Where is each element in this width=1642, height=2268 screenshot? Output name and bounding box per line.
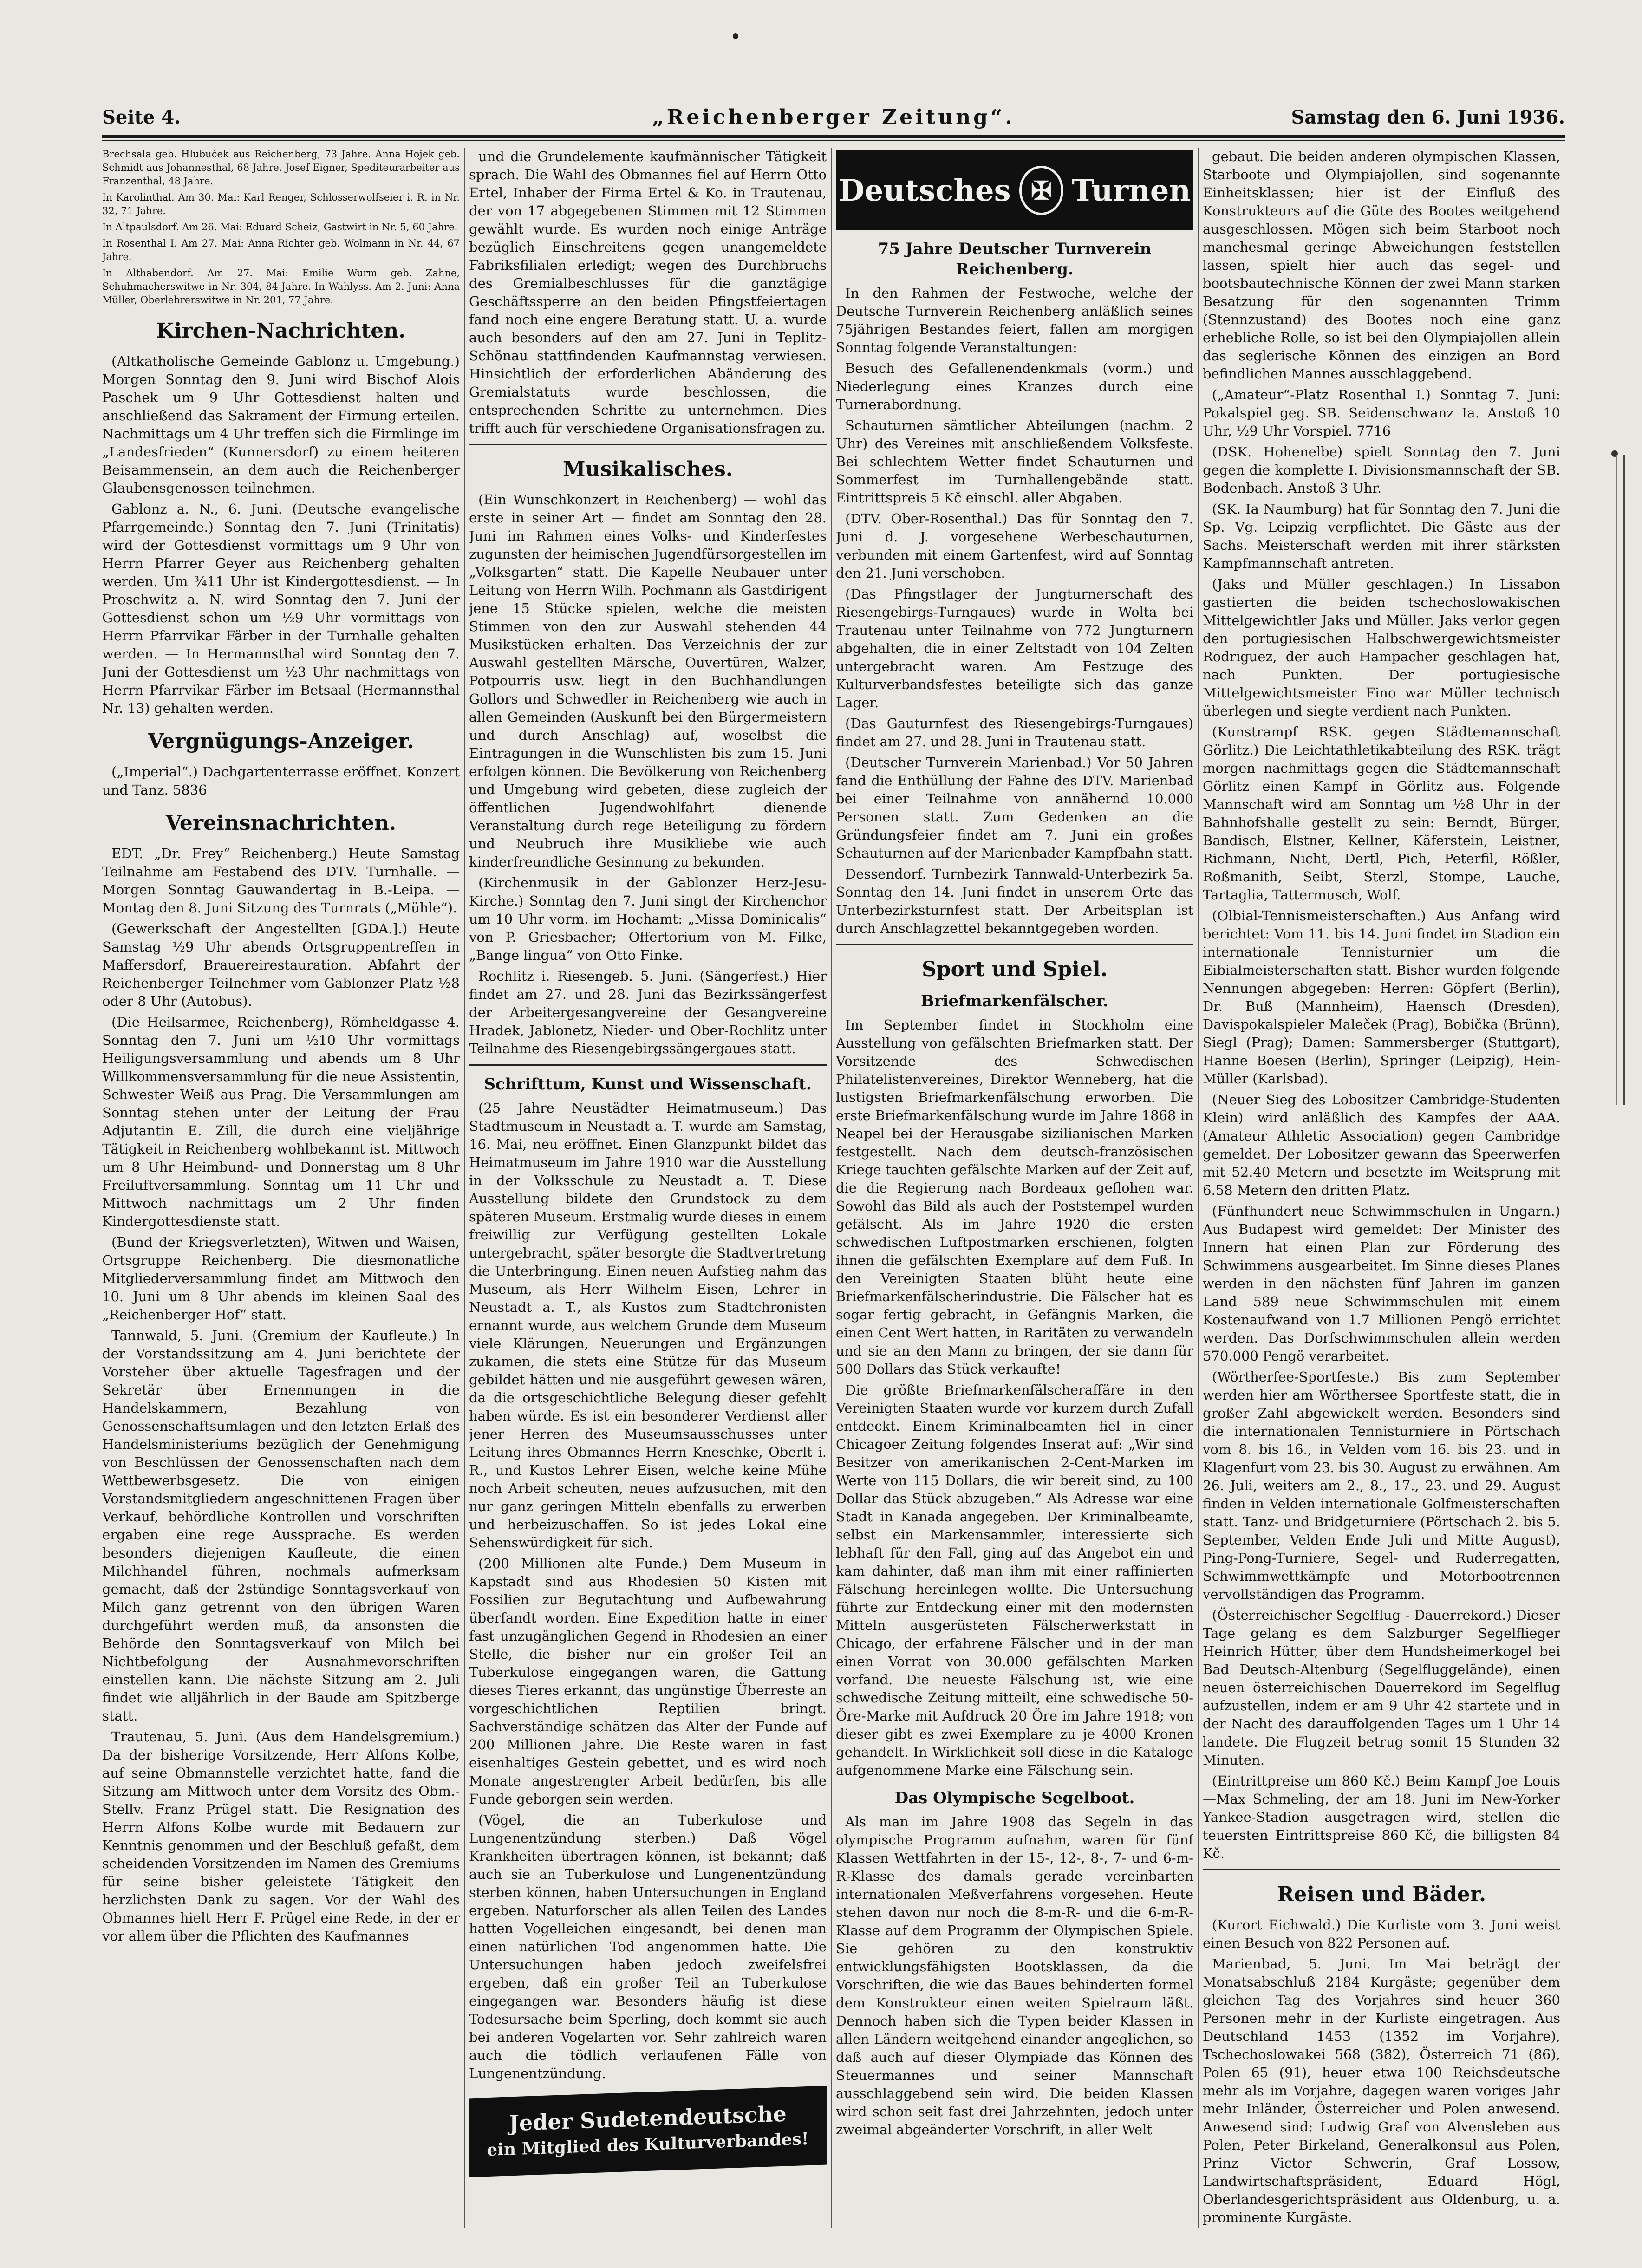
- page-number: Seite 4.: [102, 106, 181, 128]
- death-notice: In Karolinthal. Am 30. Mai: Karl Renger, Schlosserwolfseier i. R. in Nr. 32, 71 Jahre.: [102, 192, 460, 216]
- article-paragraph: (Neuer Sieg des Lobositzer Cambridge-Studenten Klein) wird anläßlich des Kampfes der AAA. (Amateur Athletic Association) gegen Cambridge gemeldet. Der Lobositzer gewann das Speerwerfen mit 52.40 Metern und besetzte im Weitsprung mit 6.58 Metern den dritten Platz.: [1203, 1092, 1560, 1198]
- article-paragraph: (Wörtherfee-Sportfeste.) Bis zum September werden hier am Wörthersee Sportfeste statt, die in großer Zahl abgewickelt werden. Besonders sind die internationalen Tennisturniere in Pörtschach vom 8. bis 16., in Velden vom 16. bis 23. und in Klagenfurt vom 23. bis 30. August zu erwähnen. Am 26. Juli, weiters am 2., 8., 17., 23. und 29. August finden in Velden internationale Golfmeisterschaften statt. Tanz- und Bridgeturniere (Pörtschach 2. bis 5. September, Velden Ende Juli und Mitte August), Ping-Pong-Turniere, Segel- und Ruderregatten, Schwimmwettkämpfe und Motorbootrennen vervollständigen das Programm.: [1203, 1369, 1560, 1602]
- section-rule: [469, 1064, 827, 1066]
- column-2: [469, 148, 827, 2228]
- article-paragraph: In den Rahmen der Festwoche, welche der Deutsche Turnverein Reichenberg anläßlich seines 75jährigen Bestandes feiert, fallen am morgigen Sonntag folgende Veranstaltungen:: [836, 285, 1193, 355]
- article-paragraph: (DSK. Hohenelbe) spielt Sonntag den 7. Juni gegen die komplette I. Divisionsmannschaft der SB. Bodenbach. Anstoß 3 Uhr.: [1203, 444, 1560, 496]
- column-4: [1203, 148, 1560, 2228]
- promo-line: ein Mitglied des Kulturverbandes!: [487, 2129, 809, 2160]
- banner-word: Deutsches: [839, 173, 1011, 208]
- article-paragraph: (Bund der Kriegsverletzten), Witwen und Waisen, Ortsgruppe Reichenberg. Die diesmonatliche Mitgliederversammlung findet am Mittwoch den 10. Juni um 8 Uhr abends im kleinen Saal des „Reichenberger Hof“ statt.: [102, 1234, 460, 1323]
- article-paragraph: (Österreichischer Segelflug - Dauerrekord.) Dieser Tage gelang es dem Salzburger Segelflieger Heinrich Hütter, über dem Hundsheimerkogel bei Bad Deutsch-Altenburg (Segelfluggelände), einen neuen österreichischen Dauerrekord im Segelflug aufzustellen, indem er am 9 Uhr 42 startete und in der Nacht des darauffolgenden Tages um 1 Uhr 14 landete. Die Flugzeit betrug somit 15 Stunden 32 Minuten.: [1203, 1607, 1560, 1768]
- column-divider: [464, 148, 465, 2228]
- section-heading-kirche: Kirchen-Nachrichten.: [156, 319, 406, 343]
- article-paragraph: (Kunstrampf RSK. gegen Städtemannschaft Görlitz.) Die Leichtathletikabteilung des RSK. trägt morgen nachmittags gegen die Städtemannschaft Görlitz einen Kampf in Görlitz aus. Folgende Mannschaft wird am Sonntag um ½8 Uhr in der Bahnhofshalle gestellt zu sein: Berndt, Bürger, Bandisch, Elstner, Kellner, Käferstein, Leistner, Richmann, Nicht, Dertl, Pich, Peterfil, Rößler, Roßmanith, Seibt, Sterzl, Stompe, Lauche, Tartaglia, Tattermusch, Wolf.: [1203, 724, 1560, 903]
- promo-line: Jeder Sudetendeutsche: [509, 2101, 787, 2136]
- section-heading-musik: Musikalisches.: [562, 457, 733, 481]
- article-paragraph: (DTV. Ober-Rosenthal.) Das für Sonntag den 7. Juni d. J. vorgesehene Werbeschauturnen, verbunden mit einem Gartenfest, wird auf Sonntag den 21. Juni verschoben.: [836, 511, 1193, 581]
- article-headline: 75 Jahre Deutscher Turnverein Reichenberg.: [878, 240, 1152, 279]
- article-paragraph: (Gewerkschaft der Angestellten [GDA.].) Heute Samstag ½9 Uhr abends Ortsgruppentreffen in Maffersdorf, Brauereirestauration. Abfahrt der Reichenberger Teilnehmer vom Gablonzer Platz ½8 oder 8 Uhr (Autobus).: [102, 921, 460, 1009]
- ink-speck: [733, 33, 738, 39]
- article-paragraph: (Das Pfingstlager der Jungturnerschaft des Riesengebirgs-Turngaues) wurde in Wolta bei Trautenau unter Teilnahme von 772 Jungturnern abgehalten, die in einer Zeltstadt von 104 Zelten untergebracht waren. Am Festzuge des Kulturverbandsfestes beteiligte sich das ganze Lager.: [836, 586, 1193, 710]
- article-paragraph: Dessendorf. Turnbezirk Tannwald-Unterbezirk 5a. Sonntag den 14. Juni findet in unserem Orte das Unterbezirksturnfest statt. Der Arbeitsplan ist durch Anschlagzettel bekanntgegeben worden.: [836, 866, 1193, 936]
- column-divider: [1198, 148, 1199, 2228]
- article-paragraph: Die größte Briefmarkenfälscheraffäre in den Vereinigten Staaten wurde vor kurzem durch Zufall entdeckt. Einem Kriminalbeamten fiel in einer Chicagoer Zeitung folgendes Inserat auf: „Wir sind Besitzer von amerikanischen 2-Cent-Marken im Werte von 115 Dollars, die wir bereit sind, zu 100 Dollar das Stück abzugeben.“ Als Adresse war eine Stadt in Kanada angegeben. Der Kriminalbeamte, selbst ein Markensammler, interessierte sich lebhaft für den Fall, ging auf das Angebot ein und kam dahinter, daß man ihm mit einer raffinierten Fälschung hereinlegen wollte. Die Untersuchung führte zur Entdeckung einer mit den modernsten Mitteln ausgerüsteten Fälscherwerkstatt in Chicago, der erfahrene Fälscher und in der man einen Vorrat von 30.000 gefälschten Marken vorfand. Die neueste Fälschung ist, wie eine schwedische Zeitung mitteilt, eine schwedische 50-Öre-Marke mit Aufdruck 20 Öre im Jahre 1918; von dieser gibt es zwei Exemplare zu je 4000 Kronen gehandelt. In Wirklichkeit soll diese in die Kataloge aufgenommene Marke eine Fälschung sein.: [836, 1382, 1193, 1778]
- article-paragraph: Gablonz a. N., 6. Juni. (Deutsche evangelische Pfarrgemeinde.) Sonntag den 7. Juni (Trinitatis) wird der Gottesdienst vormittags um 9 Uhr von Herrn Pfarrer Geyer aus Reichenberg gehalten werden. Um ¾11 Uhr ist Kindergottesdienst. — In Proschwitz a. N. wird Sonntag den 7. Juni der Gottesdienst schon um ½9 Uhr vormittags von Herrn Pfarrvikar Färber in der Turnhalle gehalten werden. — In Hermannsthal wird Sonntag den 7. Juni der Gottesdienst um ½3 Uhr nachmittags von Herrn Pfarrvikar Färber im Betsaal (Hermannsthal Nr. 13) gehalten werden.: [102, 501, 460, 716]
- article-paragraph: (Altkatholische Gemeinde Gablonz u. Umgebung.) Morgen Sonntag den 9. Juni wird Bischof Alois Paschek um 9 Uhr Gottesdienst halten und anschließend das Sakrament der Firmung erteilen. Nachmittags um 4 Uhr treffen sich die Firmlinge im „Landesfrieden“ (Kunnersdorf) zu einem heiteren Beisammensein, an dem auch die Reichenberger Glaubensgenossen teilnehmen.: [102, 353, 460, 496]
- column-3: [836, 148, 1193, 2228]
- article-paragraph: Trautenau, 5. Juni. (Aus dem Handelsgremium.) Da der bisherige Vorsitzende, Herr Alfons Kolbe, auf seine Obmannstelle verzichtet hatte, fand die Sitzung am Mittwoch unter dem Vorsitz des Obm.-Stellv. Franz Prügel statt. Die Resignation des Herrn Alfons Kolbe wurde mit Bedauern zur Kenntnis genommen und der Beschluß gefaßt, dem scheidenden Vorsitzenden im Namen des Gremiums für seine bisher geleistete Tätigkeit den herzlichsten Dank zu sagen. Vor der Wahl des Obmannes hielt Herr F. Prügel eine Rede, in der er vor allem über die Pflichten des Kaufmannes: [102, 1729, 460, 1944]
- section-heading-schrifttum: Schrifttum, Kunst und Wissenschaft.: [484, 1075, 812, 1094]
- article-paragraph: (25 Jahre Neustädter Heimatmuseum.) Das Stadtmuseum in Neustadt a. T. wurde am Samstag, 16. Mai, neu eröffnet. Einen Glanzpunkt bildet das Heimatmuseum im Jahre 1910 war die Ausstellung in der Volksschule zu Neustadt a. T. Diese Ausstellung bildete den Grundstock zu dem späteren Museum. Erstmalig wurde dieses in einem freiwillig zur Verfügung gestellten Lokale untergebracht, später besorgte die Stadtvertretung die Unterbringung. Einen neuen Aufstieg nahm das Museum, als Herr Wilhelm Eisen, Lehrer in Neustadt a. T., als Kustos zum Stadtchronisten ernannt wurde, aus welchem Grunde dem Museum viele Klärungen, Neuerungen und Ergänzungen zukamen, die stets eine Stütze für das Museum gebildet hätten und nie ausgeführt gewesen wären, da die ortsgeschichtliche Belegung dieser gefehlt haben würde. Es ist ein besonderer Verdienst aller jener Herren des Museumsausschusses unter Leitung ihres Obmannes Herrn Kneschke, Oberlt i. R., und Kustos Lehrer Eisen, welche keine Mühe noch Arbeit scheuten, neues aufzusuchen, mit den nur ganz geringen Mitteln ebenfalls zu erwerben und herbeizuschaffen. So ist jedes Lokal eine Sehenswürdigkeit für sich.: [469, 1100, 827, 1551]
- section-heading-reisen: Reisen und Bäder.: [1277, 1883, 1486, 1906]
- article-headline: Briefmarkenfälscher.: [920, 992, 1109, 1010]
- death-notice: Brechsala geb. Hlubuček aus Reichenberg, 73 Jahre. Anna Hojek geb. Schmidt aus Johannesthal, 68 Jahre. Josef Eigner, Spediteurarbeiter aus Franzenthal, 48 Jahre.: [102, 149, 460, 187]
- header-rule: [102, 135, 1565, 138]
- page-header: [102, 101, 1565, 134]
- article-paragraph: Marienbad, 5. Juni. Im Mai beträgt der Monatsabschluß 2184 Kurgäste; gegenüber dem gleichen Tag des Vorjahres sind heuer 360 Personen mehr in der Kurliste eingetragen. Aus Deutschland 1453 (1352 im Vorjahre), Tschechoslowakei 568 (382), Österreich 71 (86), Polen 65 (91), heuer etwa 100 Reichsdeutsche mehr als im Vorjahre, dagegen waren voriges Jahr mehr Inländer, Österreicher und Polen anwesend. Anwesend sind: Ludwig Graf von Alvensleben aus Polen, Peter Birkeland, Generalkonsul aus Polen, Prinz Victor Schwerin, Graf Lossow, Landwirtschaftspräsident, Eduard Högl, Oberlandesgerichtspräsident aus Oldenburg, u. a. prominente Kurgäste.: [1203, 1956, 1560, 2225]
- article-paragraph: (Vögel, die an Tuberkulose und Lungenentzündung sterben.) Daß Vögel Krankheiten übertragen können, ist bekannt; daß auch sie an Tuberkulose und Lungenentzündung sterben können, haben Untersuchungen in England ergeben. Naturforscher als allen Teilen des Landes hatten Vogelleichen eingesandt, bei denen man einen natürlichen Tod angenommen hatte. Die Untersuchungen haben jedoch zweifelsfrei ergeben, daß ein großer Teil an Tuberkulose eingegangen war. Besonders häufig ist diese Todesursache beim Sperling, doch kommt sie auch bei anderen Vogelarten vor. Sehr zahlreich waren auch die tödlich verlaufenen Fälle von Lungenentzündung.: [469, 1812, 827, 2081]
- kulturverband-promo: [469, 2086, 827, 2177]
- article-headline: Das Olympische Segelboot.: [894, 1789, 1135, 1807]
- article-paragraph: (Olbial-Tennismeisterschaften.) Aus Anfang wird berichtet: Vom 11. bis 14. Juni findet im Stadion ein internationale Tennisturnier um die Eibialmeisterschaften statt. Bisher wurden folgende Nennungen abgegeben: Herren: Göpfert (Berlin), Dr. Buß (Mannheim), Haensch (Dresden), Davispokalspieler Maleček (Prag), Bobička (Brünn), Siegl (Prag); Damen: Sammersberger (Stuttgart), Hanne Boesen (Berlin), Springer (Leipzig), Hein-Müller (Karlsbad).: [1203, 908, 1560, 1087]
- section-heading-verein: Vereinsnachrichten.: [165, 811, 397, 835]
- article-paragraph: Im September findet in Stockholm eine Ausstellung von gefälschten Briefmarken statt. Der Vorsitzende des Schwedischen Philatelistenvereines, Direktor Wenneberg, hat die lustigsten Briefmarkenfälschung erworben. Die erste Briefmarkenfälschung wurde im Jahre 1868 in Neapel bei der Herausgabe sizilianischen Marken festgestellt. Nach dem deutsch-französischen Kriege tauchten gefälschte Marken auf der Zeit auf, die die Regierung nach Bordeaux geflohen war. Sowohl das Bild als auch der Poststempel wurden gefälscht. Als im Jahre 1920 die ersten schwedischen Luftpostmarken erschienen, folgten ihnen die gefälschten Exemplare auf dem Fuß. In den Vereinigten Staaten blüht heute eine Briefmarkenfälscherindustrie. Die Fälscher hat es sogar fertig gebracht, in Gefängnis Marken, die einen Cent Wert hatten, in Raritäten zu verwandeln und sie an den Mann zu bringen, der sie dann für 500 Dollars das Stück verkaufte!: [836, 1017, 1193, 1377]
- article-paragraph: gebaut. Die beiden anderen olympischen Klassen, Starboote und Olympiajollen, sind sogenannte Einheitsklassen; hier ist der Einfluß des Konstrukteurs auf die Güte des Bootes weitgehend ausgeschlossen. Mögen sich beim Starboot noch manchesmal geringe Abweichungen feststellen lassen, spielt hier auch das segel- und bootsbautechnische Können der zwei Mann starken Besatzung für den sogenannten Trimm (Stennzustand) des Bootes noch eine ganz erhebliche Rolle, so ist bei den Olympiajollen allein das seglerische Können des einzigen an Bord befindlichen Mannes ausschlaggebend.: [1203, 149, 1560, 382]
- section-heading-vergnuegung: Vergnügungs-Anzeiger.: [148, 730, 414, 753]
- section-rule: [836, 944, 1193, 945]
- issue-date: Samstag den 6. Juni 1936.: [1291, 106, 1565, 128]
- scan-edge-strip: [1616, 455, 1635, 1105]
- article-paragraph: Rochlitz i. Riesengeb. 5. Juni. (Sängerfest.) Hier findet am 27. und 28. Juni das Bezirkssängerfest der Arbeitergesangvereine der Gesangvereine Hradek, Jablonetz, Nieder- und Ober-Rochlitz unter Teilnahme des Riesengebirgssängergaues statt.: [469, 968, 827, 1056]
- article-paragraph: (Die Heilsarmee, Reichenberg), Römheldgasse 4. Sonntag den 7. Juni um ½10 Uhr vormittags Heiligungsversammlung und abends um 8 Uhr Willkommensversammlung für die neue Assistentin, Schwester Weiß aus Prag. Die Versammlungen am Sonntag stehen unter der Leitung der Frau Adjutantin E. Zill, die durch eine vieljährige Tätigkeit in Reichenberg wohlbekannt ist. Mittwoch um 8 Uhr Heimbund- und Donnerstag um 8 Uhr Freiluftversammlung. Sonntag um 11 Uhr und Mittwoch nachmittags um 2 Uhr finden Kindergottesdienste statt.: [102, 1014, 460, 1229]
- article-paragraph: EDT. „Dr. Frey“ Reichenberg.) Heute Samstag Teilnahme am Festabend des DTV. Turnhalle. — Morgen Sonntag Gauwandertag in B.-Leipa. — Montag den 8. Juni Sitzung des Turnrats („Mühle“).: [102, 846, 460, 916]
- column-divider: [831, 148, 832, 2228]
- article-paragraph: („Amateur“-Platz Rosenthal I.) Sonntag 7. Juni: Pokalspiel geg. SB. Seidenschwanz Ia. Anstoß 10 Uhr, ½9 Uhr Vorspiel. 7716: [1203, 387, 1560, 439]
- article-paragraph: (Kurort Eichwald.) Die Kurliste vom 3. Juni weist einen Besuch von 822 Personen auf.: [1203, 1917, 1560, 1951]
- turner-cross-icon: ✠: [1019, 166, 1064, 215]
- article-paragraph: (Ein Wunschkonzert in Reichenberg) — wohl das erste in seiner Art — findet am Sonntag den 28. Juni im Rahmen eines Volks- und Kinderfestes zugunsten der heimischen Jugendfürsorgestellen im „Volksgarten“ statt. Die Kapelle Neubauer unter Leitung von Herrn Wilh. Pochmann als Gastdirigent jene 15 Stücke spielen, welche die meisten Stimmen von den zur Auswahl stehenden 44 Musikstücken erhalten. Das Verzeichnis der zur Auswahl gestellten Märsche, Ouvertüren, Walzer, Potpourris usw. liegt in den Buchhandlungen Gollors und Schwedler in Reichenberg wie auch in allen Gemeinden (Auskunft bei den Bürgermeistern und durch Anschlag) auf, woselbst die Eintragungen in die Wunschlisten bis zum 15. Juni erfolgen können. Die Bevölkerung von Reichenberg und Umgebung wird gebeten, diese zugleich der öffentlichen Jugendwohlfahrt dienende Veranstaltung durch rege Beteiligung zu fördern und Neubruch ihre Musikliebe wie auch kinderfreundliche Gesinnung zu bekunden.: [469, 492, 827, 870]
- header-rule-thin: [102, 140, 1565, 141]
- article-paragraph: Tannwald, 5. Juni. (Gremium der Kaufleute.) In der Vorstandssitzung am 4. Juni berichtete der Vorsteher über aktuelle Tagesfragen und der Sekretär über Ernennungen in die Handelskammern, Bezahlung von Genossenschaftsumlagen und den letzten Erlaß des Handelsministeriums bezüglich der Genehmigung von Beschlüssen der Genossenschaften nach dem Wettbewerbsgesetz. Die von einigen Vorstandsmitgliedern angeschnittenen Fragen über Verkauf, behördliche Kontrollen und Vorschriften ergaben eine rege Aussprache. Es werden besonders diejenigen Kaufleute, die einen Milchhandel führen, nochmals aufmerksam gemacht, daß der 2stündige Sonntagsverkauf von Milch ganz getrennt von den übrigen Waren durchgeführt werden muß, da ansonsten die Behörde den Sonntagsverkauf von Milch bei Nichtbefolgung der Ausnahmevorschriften einstellen kann. Die nächste Sitzung am 2. Juli findet wie alljährlich in der Baude am Spitzberge statt.: [102, 1328, 460, 1724]
- article-paragraph: (Das Gauturnfest des Riesengebirgs-Turngaues) findet am 27. und 28. Juni in Trautenau statt.: [836, 716, 1193, 749]
- death-notice: In Altpaulsdorf. Am 26. Mai: Eduard Scheiz, Gastwirt in Nr. 5, 60 Jahre.: [102, 222, 458, 233]
- article-paragraph: und die Grundelemente kaufmännischer Tätigkeit sprach. Die Wahl des Obmannes fiel auf Herrn Otto Ertel, Inhaber der Firma Ertel & Ko. in Trautenau, der von 17 abgegebenen Stimmen mit 12 Stimmen gewählt wurde. Es wurden noch einige Anträge bezüglich Einschreitens gegen unangemeldete Fabriksfilialen erledigt; wegen des Durchbruchs des Gremialbeschlusses für die ganztägige Geschäftssperre an den beiden Pfingstfeiertagen fand noch eine engere Beratung statt. U. a. wurde auch besonders auf den am 27. Juni in Teplitz-Schönau stattfindenden Kaufmannstag verwiesen. Hinsichtlich der erforderlichen Abänderung des Gremialstatuts wurde beschlossen, die entsprechenden Schritte zu unternehmen. Dies trifft auch für verschiedene Organisationsfragen zu.: [469, 149, 827, 436]
- death-notice: In Althabendorf. Am 27. Mai: Emilie Wurm geb. Zahne, Schuhmacherswitwe in Nr. 304, 84 Jahre. In Wahlyss. Am 2. Juni: Anna Müller, Oberlehrerswitwe in Nr. 201, 77 Jahre.: [102, 267, 460, 306]
- article-paragraph: (Jaks und Müller geschlagen.) In Lissabon gastierten die beiden tschechoslowakischen Mittelgewichtler Jaks und Müller. Jaks verlor gegen den portugiesischen Halbschwergewichtsmeister Rodriguez, der auch Hampacher geschlagen hat, nach Punkten. Der portugiesische Mittelgewichtsmeister Fino war Müller technisch überlegen und siegte verdient nach Punkten.: [1203, 576, 1560, 719]
- article-paragraph: Als man im Jahre 1908 das Segeln in das olympische Programm aufnahm, waren für fünf Klassen Wettfahrten in der 15-, 12-, 8-, 7- und 6-m-R-Klasse des damals gerade vereinbarten internationalen Meßverfahrens vorgesehen. Heute stehen davon nur noch die 8-m-R- und die 6-m-R-Klasse auf dem Programm der Olympischen Spiele. Sie gehören zu den konstruktiv entwicklungsfähigsten Bootsklassen, da die Vorschriften, die wie das Baues behinderten formel dem Konstrukteur einen weiten Spielraum läßt. Dennoch haben sich die Typen beider Klassen in allen Ländern weitgehend einander angeglichen, so daß auch auf dieser Olympiade das Können des Steuermannes und seiner Mannschaft ausschlaggebend sein wird. Die beiden Klassen wird schon seit fast drei Jahrzehnten, jedoch unter zweimal abgeänderter Vorschrift, in aller Welt: [836, 1814, 1193, 2138]
- article-paragraph: („Imperial“.) Dachgartenterrasse eröffnet. Konzert und Tanz. 5836: [102, 764, 460, 798]
- article-paragraph: (Kirchenmusik in der Gablonzer Herz-Jesu-Kirche.) Sonntag den 7. Juni singt der Kirchenchor um 10 Uhr vorm. im Hochamt: „Missa Dominicalis“ von P. Griesbacher; Offertorium von M. Filke, „Bange lingua“ von Otto Finke.: [469, 875, 827, 963]
- article-paragraph: Schauturnen sämtlicher Abteilungen (nachm. 2 Uhr) des Vereines mit anschließendem Volksfeste. Bei schlechtem Wetter findet Schauturnen und Sommerfest im Turnhallengebände statt. Eintrittspreis 5 Kč einschl. aller Abgaben.: [836, 417, 1193, 506]
- masthead-title: „Reichenberger Zeitung“.: [652, 105, 1015, 129]
- article-paragraph: (SK. Ia Naumburg) hat für Sonntag den 7. Juni die Sp. Vg. Leipzig verpflichtet. Die Gäste aus der Sachs. Meisterschaft werden mit ihrer stärksten Kampfmannschaft antreten.: [1203, 501, 1560, 571]
- section-rule: [1203, 1869, 1560, 1870]
- section-rule: [469, 444, 827, 445]
- banner-word: Turnen: [1072, 173, 1191, 208]
- article-paragraph: Besuch des Gefallenendenkmals (vorm.) und Niederlegung eines Kranzes durch eine Turnerabordnung.: [836, 360, 1193, 412]
- death-notice: In Rosenthal I. Am 27. Mai: Anna Richter geb. Wolmann in Nr. 44, 67 Jahre.: [102, 238, 460, 262]
- section-heading-sport: Sport und Spiel.: [921, 958, 1108, 981]
- article-paragraph: (Fünfhundert neue Schwimmschulen in Ungarn.) Aus Budapest wird gemeldet: Der Minister des Innern hat einen Plan zur Förderung des Schwimmens ausgearbeitet. Im Sinne dieses Planes werden in den nächsten fünf Jahren im ganzen Land 589 neue Schwimmschulen mit einem Kostenaufwand von 1.7 Millionen Pengö errichtet werden. Das Dorfschwimmschulen allein werden 570.000 Pengö verarbeitet.: [1203, 1203, 1560, 1364]
- article-paragraph: (200 Millionen alte Funde.) Dem Museum in Kapstadt sind aus Rhodesien 50 Kisten mit Fossilien zur Begutachtung und Aufbewahrung überfandt worden. Eine Expedition hatte in einer fast unzugänglichen Gegend in Rhodesien an einer Stelle, die bisher nur ein großer Teil an Tuberkulose eingegangen waren, die Gattung dieses Tieres erkannt, das ungünstige Überreste an vorgeschichtlichen Reptilien bringt. Sachverständige schätzen das Alter der Funde auf 200 Millionen Jahre. Die Reste waren in fast eisenhaltiges Gestein gebettet, und es wird noch Monate angestrengter Arbeit bedürfen, bis alle Funde geborgen sein werden.: [469, 1556, 827, 1807]
- column-1: [102, 148, 460, 2228]
- article-paragraph: (Deutscher Turnverein Marienbad.) Vor 50 Jahren fand die Enthüllung der Fahne des DTV. Marienbad bei einer Teilnahme von annähernd 10.000 Personen statt. Zum Gedenken an die Gründungsfeier findet am 7. Juni ein großes Schauturnen auf der Marienbader Kampfbahn statt.: [836, 755, 1193, 861]
- article-paragraph: (Eintrittpreise um 860 Kč.) Beim Kampf Joe Louis—Max Schmeling, der am 18. Juni im New-Yorker Yankee-Stadion ausgetragen wird, stellen die teuersten Eintrittspreise 860 Kč, die billigsten 84 Kč.: [1203, 1773, 1560, 1861]
- turnen-banner: [836, 150, 1193, 230]
